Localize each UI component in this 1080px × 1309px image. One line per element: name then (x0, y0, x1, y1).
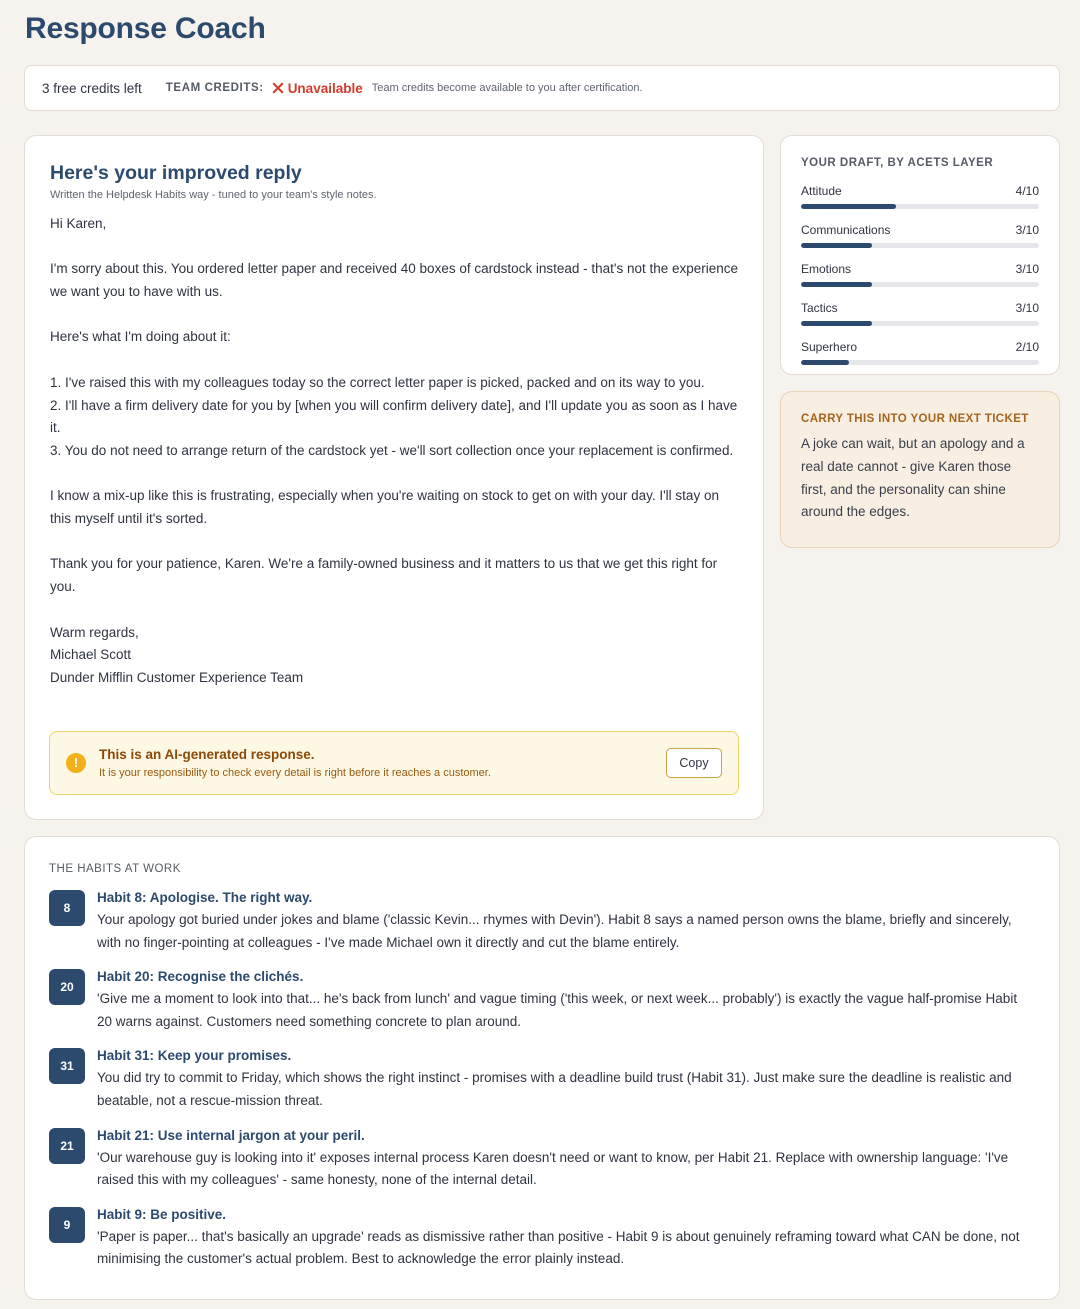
reply-list-item: 3. You do not need to arrange return of the cardstock yet - we'll sort collection once your replacement is confirmed. (50, 442, 734, 458)
habit-text: 'Give me a moment to look into that... he's back from lunch' and vague timing ('this week, or next week... probably') is exactly the vague half-promise Habit 20 warns against. Customers need something concrete to plan around. (97, 991, 1018, 1029)
credits-bar (24, 65, 1060, 111)
score-bar (801, 360, 1039, 365)
score-value: 3/10 (1015, 262, 1039, 276)
habit-title: Habit 8: Apologise. The right way. (97, 890, 313, 905)
habit-text: Your apology got buried under jokes and blame ('classic Kevin... rhymes with Devin'). Habit 8 says a named person owns the blame, briefly and sincerely, with no finger-pointing at colleagues - I've made Michael own it directly and cut the blame entirely. (97, 912, 1012, 950)
habit-title: Habit 31: Keep your promises. (97, 1048, 292, 1064)
habits-card (24, 836, 1060, 1300)
score-label: Tactics (801, 301, 838, 315)
ai-notice-description: It is your responsibility to check every detail is right before it reaches a customer. (99, 767, 491, 779)
draft-scores-card (780, 135, 1060, 375)
score-value: 2/10 (1015, 340, 1039, 354)
reply-body (50, 213, 740, 690)
page-title: Response Coach (25, 12, 266, 45)
carry-tip-title: CARRY THIS INTO YOUR NEXT TICKET (801, 413, 1029, 425)
free-credits-text: 3 free credits left (42, 80, 142, 96)
team-credits-status-text: Unavailable (287, 80, 363, 96)
habit-title: Habit 20: Recognise the clichés. (97, 969, 304, 985)
draft-scores-title: YOUR DRAFT, BY ACETS LAYER (801, 157, 994, 169)
score-row (801, 262, 1039, 287)
score-label: Emotions (801, 262, 852, 276)
score-value: 3/10 (1015, 301, 1039, 315)
reply-sender-name: Michael Scott (50, 647, 132, 663)
score-bar-fill (801, 360, 849, 365)
score-row (801, 223, 1039, 248)
score-label: Communications (801, 223, 891, 237)
carry-tip-text: A joke can wait, but an apology and a real date cannot - give Karen those first, and the personality can shine around the edges. (801, 436, 1025, 520)
score-label: Superhero (801, 340, 858, 354)
score-bar (801, 204, 1039, 209)
habit-item (49, 1047, 1035, 1112)
score-bar (801, 321, 1039, 326)
ai-notice-title: This is an AI-generated response. (99, 747, 315, 762)
reply-paragraph: I know a mix-up like this is frustrating, especially when you're waiting on stock to get on with your day. I'll stay on this myself until it's sorted. (50, 488, 719, 527)
habit-item (49, 1206, 1035, 1271)
score-bar (801, 243, 1039, 248)
habit-number-badge: 21 (49, 1128, 85, 1164)
warning-icon: ! (66, 753, 86, 773)
score-row (801, 340, 1039, 365)
habit-item (49, 1127, 1035, 1192)
ai-generated-notice (49, 731, 739, 795)
habit-text: You did try to commit to Friday, which shows the right instinct - promises with a deadline build trust (Habit 31). Just make sure the deadline is realistic and beatable, not a rescue-mission threat. (97, 1070, 1012, 1108)
habit-number-badge: 31 (49, 1048, 85, 1084)
reply-sender-team: Dunder Mifflin Customer Experience Team (50, 669, 304, 685)
score-bar-fill (801, 243, 872, 248)
score-row (801, 184, 1039, 209)
habit-item (49, 968, 1035, 1033)
carry-tip-card (780, 391, 1060, 548)
habit-number-badge: 20 (49, 969, 85, 1005)
improved-reply-card (24, 135, 764, 820)
reply-subtitle: Written the Helpdesk Habits way - tuned to your team's style notes. (50, 189, 377, 201)
reply-title: Here's your improved reply (50, 162, 302, 184)
score-row (801, 301, 1039, 326)
score-value: 4/10 (1015, 184, 1039, 198)
reply-greeting: Hi Karen, (50, 216, 107, 231)
score-label: Attitude (801, 184, 842, 198)
team-credits-note: Team credits become available to you after certification. (371, 82, 643, 94)
reply-paragraph: Here's what I'm doing about it: (50, 329, 231, 345)
reply-signoff: Warm regards, (50, 624, 139, 640)
reply-paragraph: Thank you for your patience, Karen. We're a family-owned business and it matters to us that we get this right for you. (50, 556, 718, 595)
habit-number-badge: 9 (49, 1207, 85, 1243)
score-bar-fill (801, 282, 872, 287)
habit-item (49, 889, 1035, 954)
habit-title: Habit 9: Be positive. (97, 1206, 227, 1222)
team-credits-status (272, 81, 363, 96)
habits-title: THE HABITS AT WORK (49, 863, 181, 875)
score-value: 3/10 (1015, 223, 1039, 237)
close-icon (272, 82, 284, 94)
score-bar (801, 282, 1039, 287)
team-credits-label: TEAM CREDITS: (165, 82, 264, 94)
habit-text: 'Our warehouse guy is looking into it' exposes internal process Karen doesn't need or want to know, per Habit 21. Replace with ownership language: 'I've raised this with my colleagues' - same honesty, none of the internal detail. (97, 1149, 1009, 1188)
reply-paragraph: I'm sorry about this. You ordered letter paper and received 40 boxes of cardstock instead - that's not the experience we want you to have with us. (50, 261, 739, 300)
copy-button[interactable]: Copy (666, 748, 722, 778)
reply-signature (50, 622, 740, 690)
reply-list-item: 2. I'll have a firm delivery date for you by [when you will confirm delivery date], and I'll update you as soon as I have it. (50, 397, 738, 436)
reply-list (50, 372, 740, 463)
habit-number-badge: 8 (49, 890, 85, 926)
habit-title: Habit 21: Use internal jargon at your peril. (97, 1127, 365, 1143)
score-bar-fill (801, 321, 872, 326)
habit-text: 'Paper is paper... that's basically an upgrade' reads as dismissive rather than positive - Habit 9 is about genuinely reframing toward what CAN be done, not minimising the customer's actual problem. Best to acknowledge the error plainly instead. (97, 1228, 1020, 1267)
score-bar-fill (801, 204, 896, 209)
reply-list-item: 1. I've raised this with my colleagues today so the correct letter paper is picked, packed and on its way to you. (50, 374, 705, 390)
